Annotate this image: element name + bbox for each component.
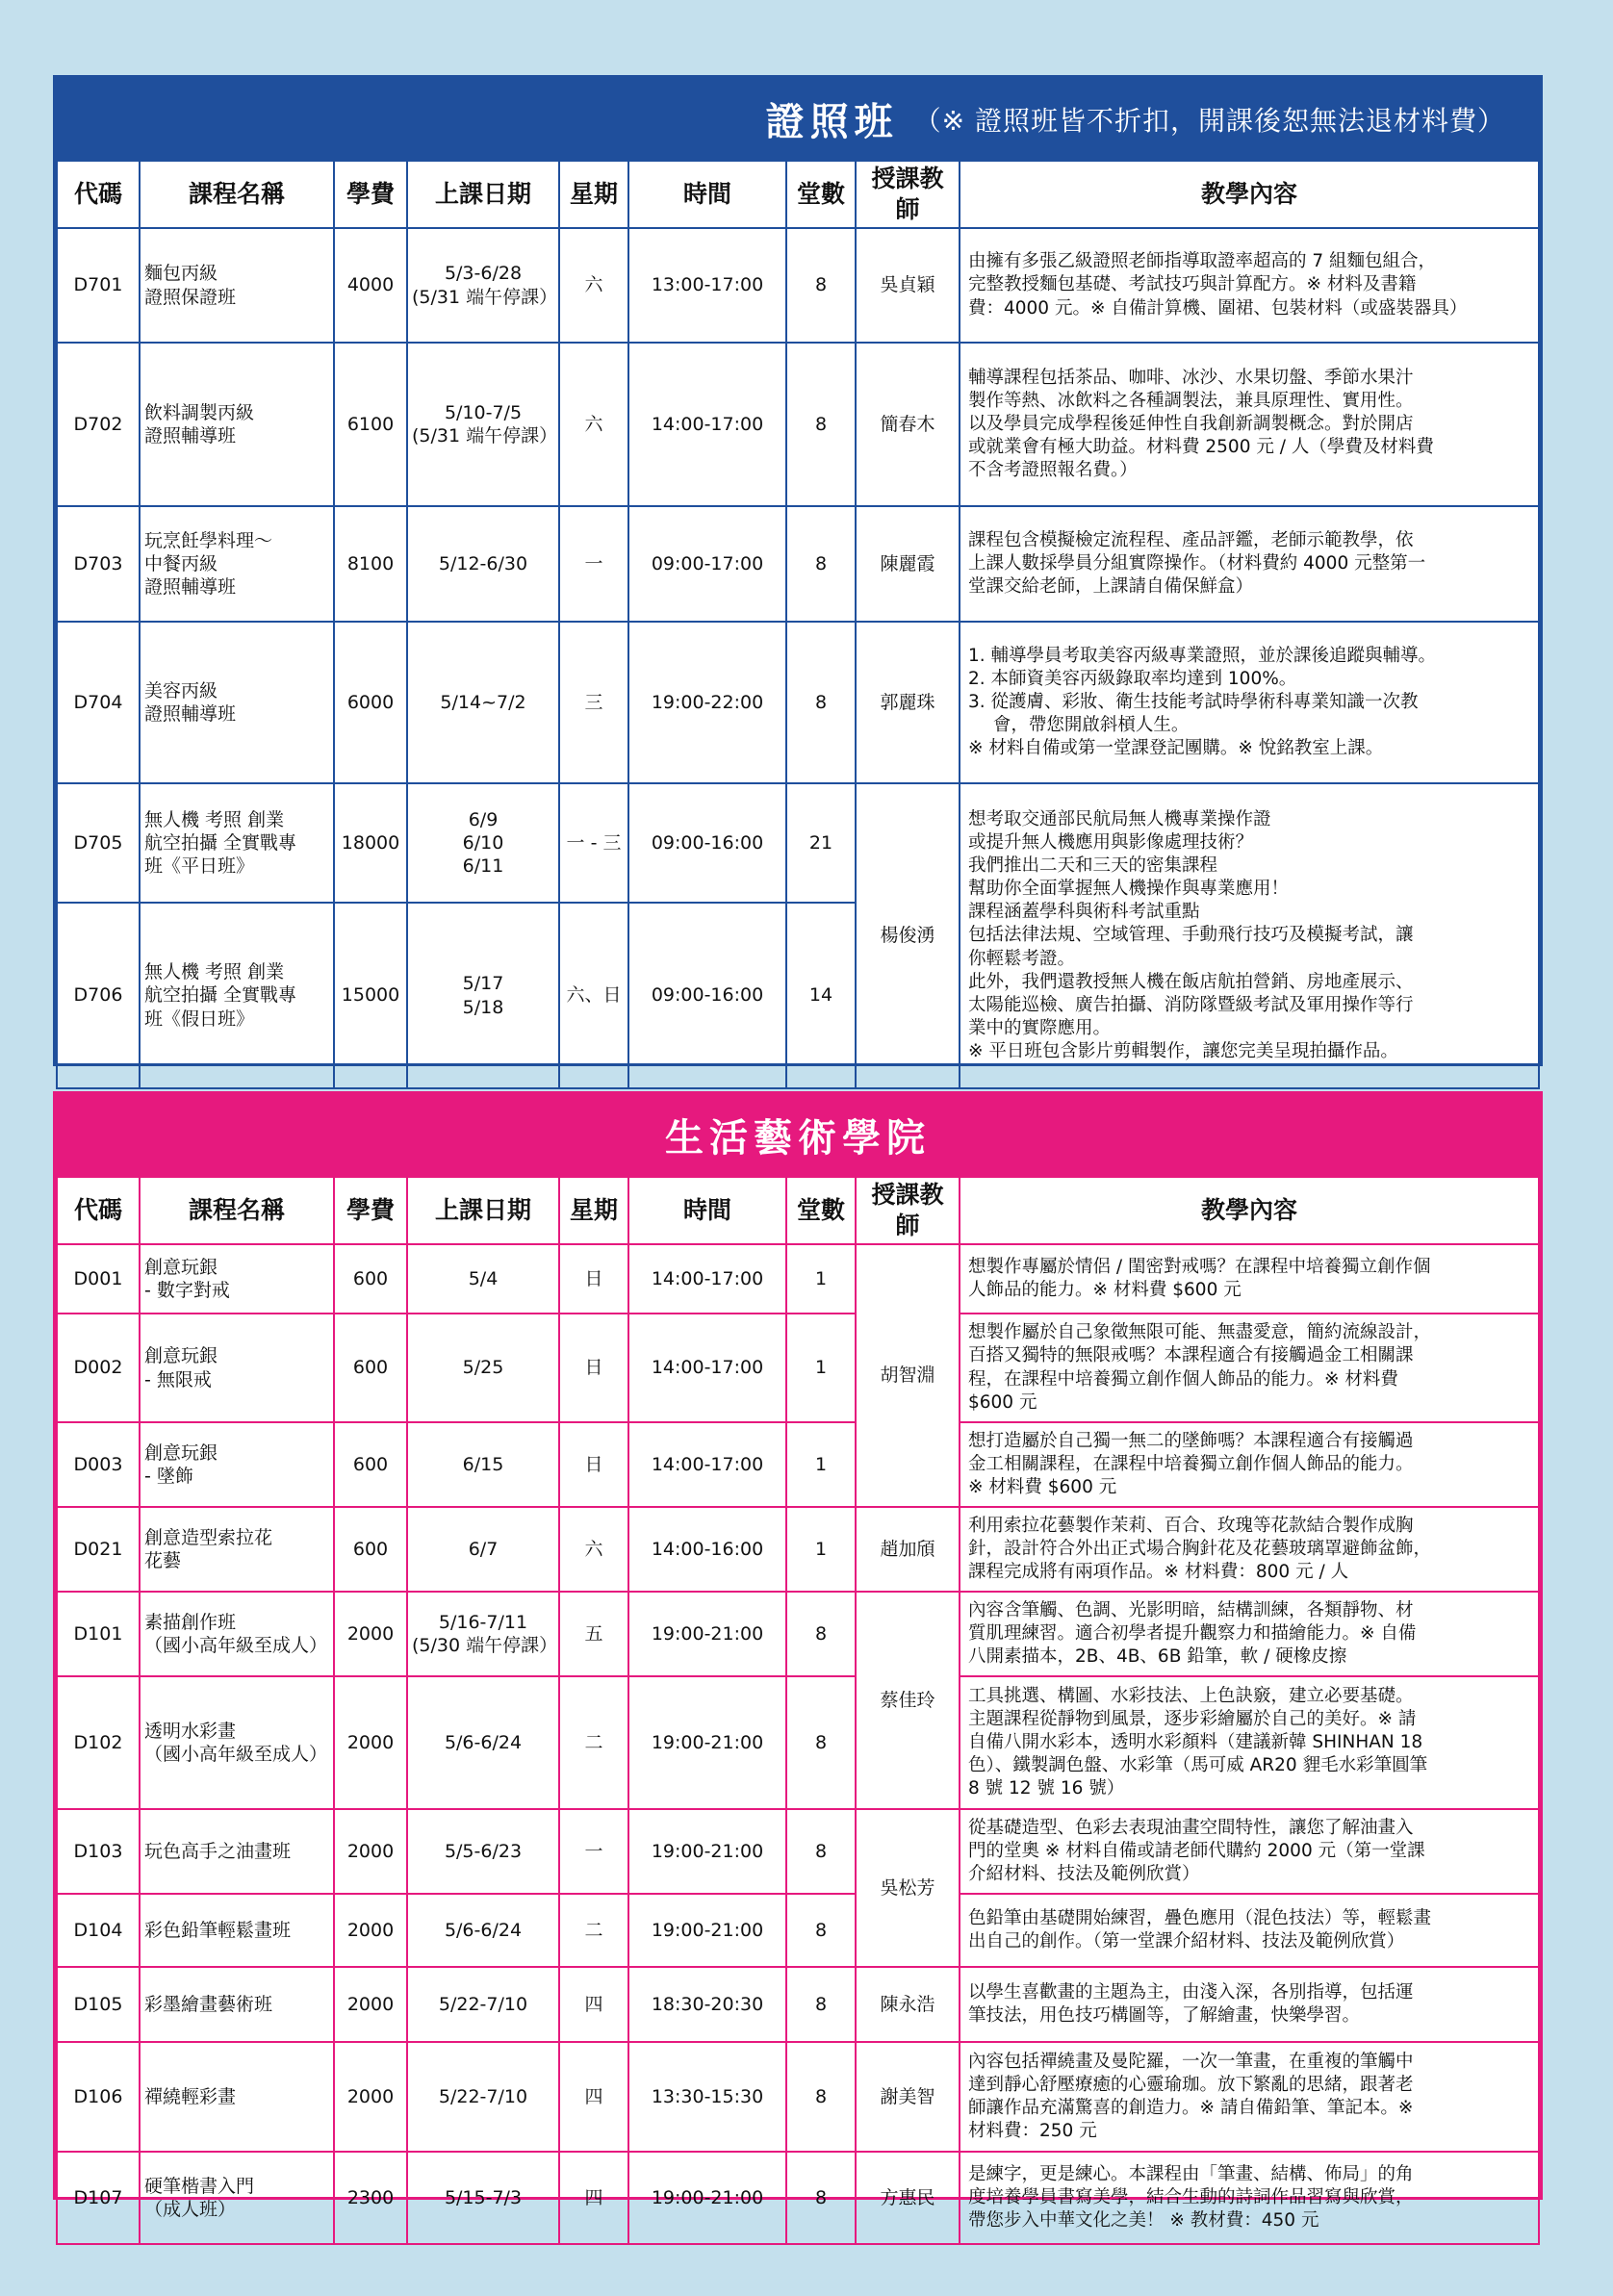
course-weekday: 六	[559, 343, 628, 506]
course-code: D001	[57, 1244, 140, 1314]
course-date: 6/7	[407, 1507, 559, 1592]
header-teacher: 授課教師	[856, 1177, 960, 1244]
course-date: 5/6-6/24	[407, 1676, 559, 1809]
course-date: 6/15	[407, 1422, 559, 1507]
course-code: D102	[57, 1676, 140, 1809]
course-sessions: 1	[786, 1422, 856, 1507]
course-code: D701	[57, 228, 140, 343]
course-content: 內容含筆觸、色調、光影明暗，結構訓練，各類靜物、材 質肌理練習。適合初學者提升觀察力和描繪能力。※ 自備 八開素描本，2B、4B、6B 鉛筆，軟 / 硬橡皮擦	[960, 1592, 1539, 1676]
course-teacher: 吳松芳	[856, 1809, 960, 1967]
course-name: 無人機 考照 創業 航空拍攝 全實戰專 班《假日班》	[140, 903, 334, 1088]
course-fee: 6100	[334, 343, 407, 506]
course-sessions: 1	[786, 1244, 856, 1314]
course-time: 14:00-17:00	[628, 343, 786, 506]
course-time: 19:00-21:00	[628, 1592, 786, 1676]
course-fee: 8100	[334, 506, 407, 622]
course-date: 5/25	[407, 1314, 559, 1422]
course-content: 內容包括禪繞畫及曼陀羅，一次一筆畫，在重複的筆觸中 達到靜心舒壓療癒的心靈瑜珈。放下繁亂的思緒，跟著老 師讓作品充滿驚喜的創造力。※ 請自備鉛筆、筆記本。※ 材料費：250 元	[960, 2042, 1539, 2152]
course-weekday: 二	[559, 1894, 628, 1967]
course-weekday: 日	[559, 1422, 628, 1507]
table-row	[57, 2042, 1539, 2152]
table-row	[57, 1809, 1539, 1894]
course-weekday: 一	[559, 506, 628, 622]
course-date: 5/12-6/30	[407, 506, 559, 622]
course-teacher: 趙加頎	[856, 1507, 960, 1592]
course-date: 5/22-7/10	[407, 1967, 559, 2042]
course-time: 19:00-21:00	[628, 2152, 786, 2244]
course-weekday: 四	[559, 1967, 628, 2042]
course-name: 麵包丙級 證照保證班	[140, 228, 334, 343]
course-time: 13:00-17:00	[628, 228, 786, 343]
course-time: 19:00-22:00	[628, 622, 786, 783]
course-content: 想製作屬於自己象徵無限可能、無盡愛意，簡約流線設計， 百搭又獨特的無限戒嗎？本課程適合有接觸過金工相關課 程，在課程中培養獨立創作個人飾品的能力。※ 材料費 $600 元	[960, 1314, 1539, 1422]
course-content: 課程包含模擬檢定流程程、產品評鑑，老師示範教學，依 上課人數採學員分組實際操作。（材料費約 4000 元整第一 堂課交給老師，上課請自備保鮮盒）	[960, 506, 1539, 622]
course-time: 09:00-16:00	[628, 903, 786, 1088]
course-time: 14:00-17:00	[628, 1314, 786, 1422]
course-fee: 2000	[334, 2042, 407, 2152]
course-date: 6/9 6/10 6/11	[407, 783, 559, 903]
table-row	[57, 783, 1539, 903]
header-weekday: 星期	[559, 1177, 628, 1244]
course-weekday: 日	[559, 1244, 628, 1314]
header-course-name: 課程名稱	[140, 1177, 334, 1244]
course-code: D702	[57, 343, 140, 506]
course-name: 禪繞輕彩畫	[140, 2042, 334, 2152]
course-code: D107	[57, 2152, 140, 2244]
course-name: 玩色高手之油畫班	[140, 1809, 334, 1894]
course-content: 以學生喜歡畫的主題為主，由淺入深，各別指導，包括運 筆技法，用色技巧構圖等，了解繪畫，快樂學習。	[960, 1967, 1539, 2042]
course-date: 5/10-7/5 (5/31 端午停課）	[407, 343, 559, 506]
course-time: 13:30-15:30	[628, 2042, 786, 2152]
course-time: 14:00-16:00	[628, 1507, 786, 1592]
course-weekday: 日	[559, 1314, 628, 1422]
course-code: D703	[57, 506, 140, 622]
table-row	[57, 343, 1539, 506]
course-name: 無人機 考照 創業 航空拍攝 全實戰專 班《平日班》	[140, 783, 334, 903]
course-date: 5/17 5/18	[407, 903, 559, 1088]
course-code: D103	[57, 1809, 140, 1894]
course-date: 5/16-7/11 (5/30 端午停課）	[407, 1592, 559, 1676]
course-weekday: 六	[559, 228, 628, 343]
section-title: 生活藝術學院	[665, 1116, 931, 1161]
table-row	[57, 1422, 1539, 1507]
course-time: 09:00-16:00	[628, 783, 786, 903]
course-content: 想製作專屬於情侶 / 閨密對戒嗎？在課程中培養獨立創作個 人飾品的能力。※ 材料費 $600 元	[960, 1244, 1539, 1314]
course-date: 5/4	[407, 1244, 559, 1314]
course-content: 利用索拉花藝製作茉莉、百合、玫瑰等花款結合製作成胸 針，設計符合外出正式場合胸針花及花藝玻璃罩避飾盆飾， 課程完成將有兩項作品。※ 材料費：800 元 / 人	[960, 1507, 1539, 1592]
course-fee: 2000	[334, 1809, 407, 1894]
course-date: 5/22-7/10	[407, 2042, 559, 2152]
course-teacher: 陳麗霞	[856, 506, 960, 622]
table-row	[57, 1244, 1539, 1314]
course-fee: 2000	[334, 1676, 407, 1809]
header-content: 教學內容	[960, 161, 1539, 228]
course-content: 輔導課程包括茶品、咖啡、冰沙、水果切盤、季節水果汁 製作等熱、冰飲料之各種調製法，兼具原理性、實用性。 以及學員完成學程後延伸性自我創新調製概念。對於開店 或就業會有極大助益。材料費 2500 元 / 人（學費及材料費 不含考證照報名費。）	[960, 343, 1539, 506]
course-code: D704	[57, 622, 140, 783]
course-sessions: 1	[786, 1507, 856, 1592]
course-time: 19:00-21:00	[628, 1676, 786, 1809]
course-time: 19:00-21:00	[628, 1809, 786, 1894]
course-content: 1. 輔導學員考取美容丙級專業證照，並於課後追蹤與輔導。 2. 本師資美容丙級錄取率均達到 100%。 3. 從護膚、彩妝、衛生技能考試時學術科專業知識一次教 會，帶您開啟斜槓人生。 ※ 材料自備或第一堂課登記團購。※ 悅銘教室上課。	[960, 622, 1539, 783]
arts-header-band	[56, 1094, 1540, 1176]
table-row	[57, 1967, 1539, 2042]
course-time: 09:00-17:00	[628, 506, 786, 622]
course-sessions: 8	[786, 1809, 856, 1894]
header-code: 代碼	[57, 161, 140, 228]
course-teacher: 陳永浩	[856, 1967, 960, 2042]
course-fee: 2000	[334, 1894, 407, 1967]
header-time: 時間	[628, 1177, 786, 1244]
course-fee: 2000	[334, 1967, 407, 2042]
course-sessions: 8	[786, 622, 856, 783]
course-name: 創意玩銀 - 無限戒	[140, 1314, 334, 1422]
course-name: 創意造型索拉花 花藝	[140, 1507, 334, 1592]
course-sessions: 8	[786, 506, 856, 622]
course-sessions: 1	[786, 1314, 856, 1422]
course-code: D002	[57, 1314, 140, 1422]
course-name: 彩墨繪畫藝術班	[140, 1967, 334, 2042]
course-name: 飲料調製丙級 證照輔導班	[140, 343, 334, 506]
course-content: 工具挑選、構圖、水彩技法、上色訣竅，建立必要基礎。 主題課程從靜物到風景，逐步彩繪屬於自己的美好。※ 請 自備八開水彩本，透明水彩顏料（建議新韓 SHINHAN 18 色）、鐵製調色盤、水彩筆（馬可威 AR20 貍毛水彩筆圓筆 8 號 12 號 16 號）	[960, 1676, 1539, 1809]
certification-section	[53, 75, 1543, 1066]
header-sessions: 堂數	[786, 1177, 856, 1244]
course-sessions: 8	[786, 1592, 856, 1676]
course-content: 色鉛筆由基礎開始練習，疊色應用（混色技法）等，輕鬆畫 出自己的創作。（第一堂課介紹材料、技法及範例欣賞）	[960, 1894, 1539, 1967]
course-weekday: 三	[559, 622, 628, 783]
course-sessions: 8	[786, 1894, 856, 1967]
course-fee: 2300	[334, 2152, 407, 2244]
course-teacher: 蔡佳玲	[856, 1592, 960, 1809]
header-teacher: 授課教師	[856, 161, 960, 228]
course-sessions: 14	[786, 903, 856, 1088]
course-code: D003	[57, 1422, 140, 1507]
header-content: 教學內容	[960, 1177, 1539, 1244]
section-title: 證照班	[765, 100, 899, 144]
course-name: 透明水彩畫 （國小高年級至成人）	[140, 1676, 334, 1809]
table-row	[57, 2152, 1539, 2244]
header-fee: 學費	[334, 1177, 407, 1244]
course-name: 美容丙級 證照輔導班	[140, 622, 334, 783]
header-weekday: 星期	[559, 161, 628, 228]
course-teacher: 胡智淵	[856, 1244, 960, 1507]
course-code: D106	[57, 2042, 140, 2152]
course-content: 由擁有多張乙級證照老師指導取證率超高的 7 組麵包組合， 完整教授麵包基礎、考試技巧與計算配方。※ 材料及書籍 費：4000 元。※ 自備計算機、圍裙、包裝材料（或盛裝器具）	[960, 228, 1539, 343]
course-teacher: 楊俊湧	[856, 783, 960, 1088]
course-weekday: 一 - 三	[559, 783, 628, 903]
header-sessions: 堂數	[786, 161, 856, 228]
course-time: 14:00-17:00	[628, 1244, 786, 1314]
course-fee: 15000	[334, 903, 407, 1088]
course-code: D104	[57, 1894, 140, 1967]
table-row	[57, 1676, 1539, 1809]
course-time: 19:00-21:00	[628, 1894, 786, 1967]
table-row	[57, 228, 1539, 343]
header-date: 上課日期	[407, 161, 559, 228]
arts-table	[56, 1176, 1540, 2245]
course-fee: 18000	[334, 783, 407, 903]
certification-header-band	[56, 78, 1540, 160]
course-name: 創意玩銀 - 墜飾	[140, 1422, 334, 1507]
header-course-name: 課程名稱	[140, 161, 334, 228]
course-weekday: 六	[559, 1507, 628, 1592]
course-weekday: 六、日	[559, 903, 628, 1088]
course-sessions: 8	[786, 2152, 856, 2244]
table-header-row	[57, 161, 1539, 228]
course-code: D705	[57, 783, 140, 903]
header-fee: 學費	[334, 161, 407, 228]
arts-section	[53, 1091, 1543, 2232]
course-teacher: 吳貞穎	[856, 228, 960, 343]
course-fee: 4000	[334, 228, 407, 343]
course-weekday: 四	[559, 2042, 628, 2152]
course-fee: 600	[334, 1244, 407, 1314]
table-row	[57, 1314, 1539, 1422]
course-name: 彩色鉛筆輕鬆畫班	[140, 1894, 334, 1967]
section-note: （※ 證照班皆不折扣，開課後恕無法退材料費）	[913, 104, 1505, 137]
course-teacher: 簡春木	[856, 343, 960, 506]
course-fee: 600	[334, 1507, 407, 1592]
course-fee: 6000	[334, 622, 407, 783]
course-code: D021	[57, 1507, 140, 1592]
course-date: 5/14~7/2	[407, 622, 559, 783]
course-sessions: 8	[786, 1967, 856, 2042]
header-date: 上課日期	[407, 1177, 559, 1244]
course-sessions: 8	[786, 343, 856, 506]
course-fee: 2000	[334, 1592, 407, 1676]
course-date: 5/5-6/23	[407, 1809, 559, 1894]
table-row	[57, 1894, 1539, 1967]
course-code: D105	[57, 1967, 140, 2042]
course-fee: 600	[334, 1422, 407, 1507]
course-fee: 600	[334, 1314, 407, 1422]
course-content: 是練字，更是練心。本課程由「筆畫、結構、佈局」的角 度培養學員書寫美學，結合生動的詩詞作品習寫與欣賞， 帶您步入中華文化之美！ ※ 教材費：450 元	[960, 2152, 1539, 2244]
course-date: 5/15-7/3	[407, 2152, 559, 2244]
course-content: 想打造屬於自己獨一無二的墜飾嗎？本課程適合有接觸過 金工相關課程，在課程中培養獨立創作個人飾品的能力。 ※ 材料費 $600 元	[960, 1422, 1539, 1507]
table-row	[57, 1592, 1539, 1676]
course-time: 14:00-17:00	[628, 1422, 786, 1507]
course-weekday: 四	[559, 2152, 628, 2244]
course-content: 想考取交通部民航局無人機專業操作證 或提升無人機應用與影像處理技術？ 我們推出二天和三天的密集課程 幫助你全面掌握無人機操作與專業應用！ 課程涵蓋學科與術科考試重點 包括法律法規、空域管理、手動飛行技巧及模擬考試，讓 你輕鬆考證。 此外，我們還教授無人機在飯店航拍營銷、房地產展示、 太陽能巡檢、廣告拍攝、消防隊暨級考試及軍用操作等行 業中的實際應用。 ※ 平日班包含影片剪輯製作，讓您完美呈現拍攝作品。	[960, 783, 1539, 1088]
course-name: 硬筆楷書入門 （成人班）	[140, 2152, 334, 2244]
course-sessions: 8	[786, 228, 856, 343]
course-teacher: 方惠民	[856, 2152, 960, 2244]
table-header-row	[57, 1177, 1539, 1244]
course-code: D706	[57, 903, 140, 1088]
course-name: 創意玩銀 - 數字對戒	[140, 1244, 334, 1314]
course-date: 5/6-6/24	[407, 1894, 559, 1967]
certification-table	[56, 160, 1540, 1089]
course-time: 18:30-20:30	[628, 1967, 786, 2042]
course-teacher: 謝美智	[856, 2042, 960, 2152]
header-time: 時間	[628, 161, 786, 228]
course-date: 5/3-6/28 (5/31 端午停課）	[407, 228, 559, 343]
table-row	[57, 1507, 1539, 1592]
course-weekday: 一	[559, 1809, 628, 1894]
header-code: 代碼	[57, 1177, 140, 1244]
table-row	[57, 622, 1539, 783]
course-name: 玩烹飪學料理～ 中餐丙級 證照輔導班	[140, 506, 334, 622]
course-sessions: 21	[786, 783, 856, 903]
course-weekday: 五	[559, 1592, 628, 1676]
course-teacher: 郭麗珠	[856, 622, 960, 783]
course-name: 素描創作班 （國小高年級至成人）	[140, 1592, 334, 1676]
course-code: D101	[57, 1592, 140, 1676]
course-weekday: 二	[559, 1676, 628, 1809]
course-sessions: 8	[786, 1676, 856, 1809]
table-row	[57, 506, 1539, 622]
course-content: 從基礎造型、色彩去表現油畫空間特性，讓您了解油畫入 門的堂奧 ※ 材料自備或請老師代購約 2000 元（第一堂課 介紹材料、技法及範例欣賞）	[960, 1809, 1539, 1894]
course-sessions: 8	[786, 2042, 856, 2152]
